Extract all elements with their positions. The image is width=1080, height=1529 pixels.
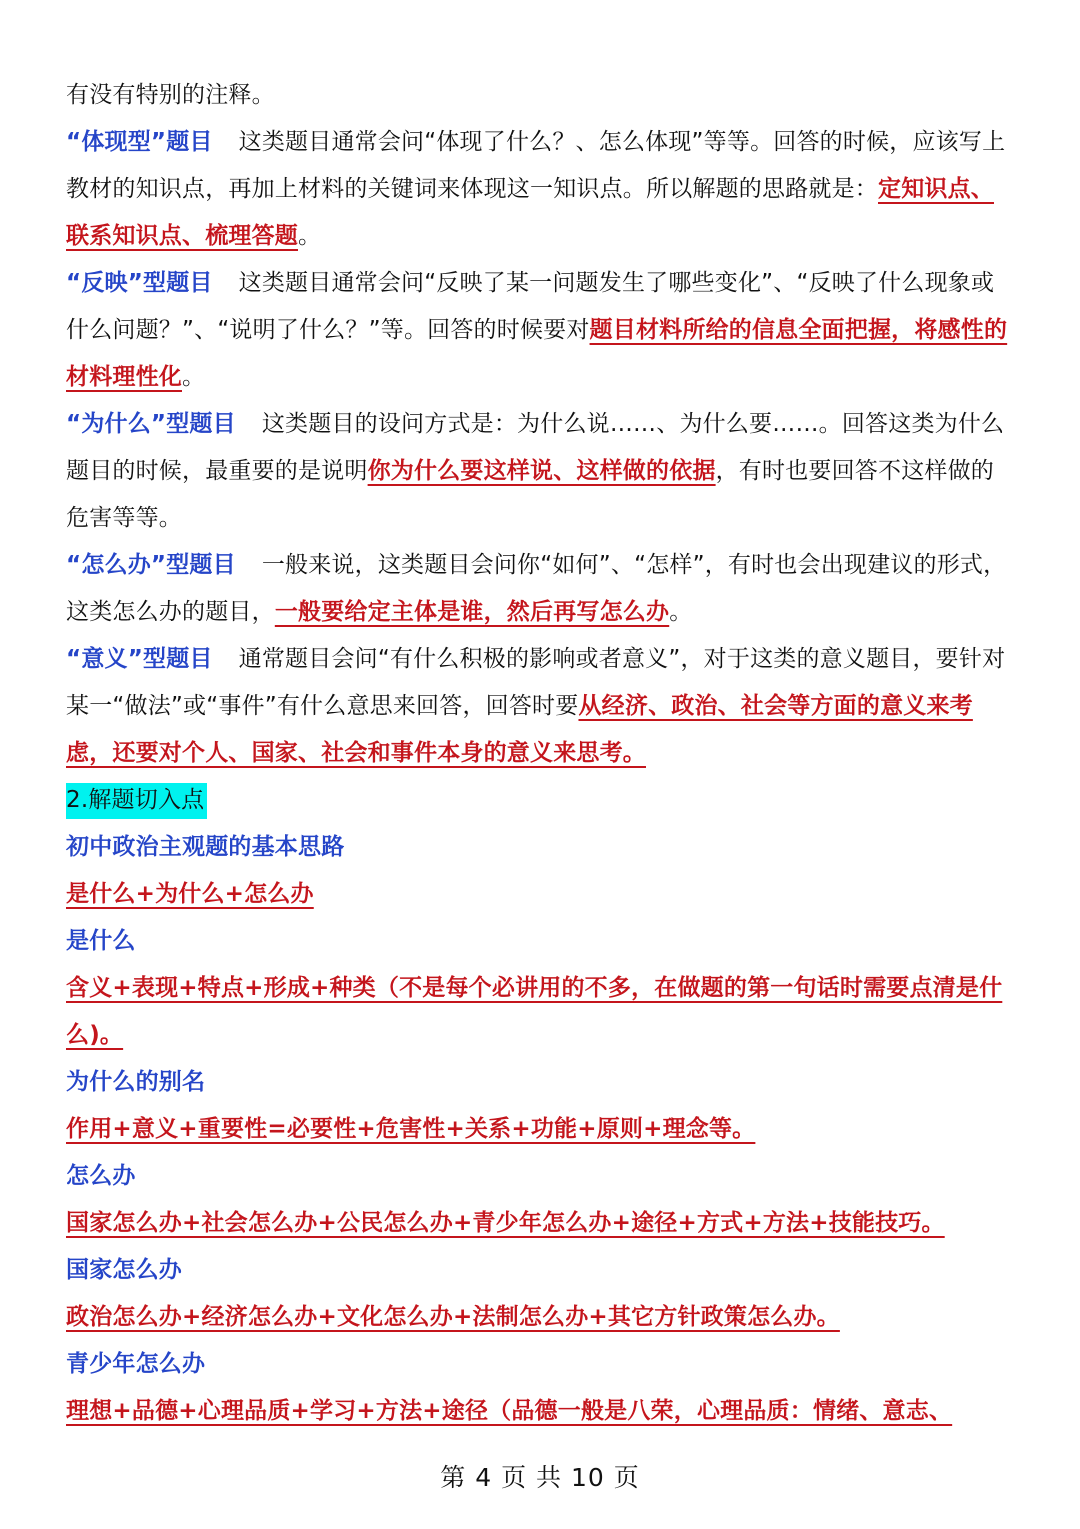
- yiyi-paragraph: [66, 636, 1016, 777]
- weishenme-highlight: 你为什么要这样说、这样做的依据: [367, 458, 716, 484]
- intro-text: 有没有特别的注释。: [66, 82, 275, 108]
- yiyi-text: 通常题目会问“有什么积极的影响或者意义”，对于这类的意义题目，要针对某一“做法”或“事件”有什么意思来回答，回答时要: [66, 646, 1006, 719]
- intro-paragraph: [66, 72, 1016, 119]
- weishenme-text: 这类题目的设问方式是：为什么说……、为什么要……。回答这类为什么题目的时候，最重要的是说明: [66, 411, 1005, 484]
- weishenme-title: “为什么”型题目: [66, 411, 236, 437]
- tixian-text: 这类题目通常会问“体现了什么？、怎么体现”等等。回答的时候，应该写上教材的知识点，再加上材料的关键词来体现这一知识点。所以解题的思路就是：: [66, 129, 1006, 202]
- what-line: [66, 965, 1016, 1059]
- fanying-end: 。: [182, 364, 206, 390]
- yiyi-title: “意义”型题目: [66, 646, 213, 672]
- tixian-highlight: 定知识点、联系知识点、梳理答题: [66, 176, 994, 249]
- basic-approach-text: 是什么+为什么+怎么办: [66, 881, 314, 907]
- why-line: [66, 1106, 1016, 1153]
- why-heading: 为什么的别名: [66, 1069, 206, 1095]
- fanying-highlight: 题目材料所给的信息全面把握，将感性的材料理性化: [66, 317, 1008, 390]
- why-text: 作用+意义+重要性=必要性+危害性+关系+功能+原则+理念等。: [66, 1116, 756, 1142]
- zenmeban-paragraph: [66, 542, 1016, 636]
- weishenme-end: ，有时也要回答不这样做的危害等等。: [66, 458, 995, 531]
- how-line: [66, 1200, 1016, 1247]
- zenmeban-end: 。: [669, 599, 693, 625]
- fanying-paragraph: [66, 260, 1016, 401]
- tixian-end: 。: [298, 223, 322, 249]
- page-number: 第 4 页 共 10 页: [440, 1463, 640, 1492]
- section2-heading: 2.解题切入点: [66, 783, 207, 819]
- zenmeban-text: 一般来说，这类题目会问你“如何”、“怎样”，有时也会出现建议的形式，这类怎么办的题目，: [66, 552, 1007, 625]
- country-heading: 国家怎么办: [66, 1257, 182, 1283]
- youth-text: 理想+品德+心理品质+学习+方法+途径（品德一般是八荣，心理品质：情绪、意志、: [66, 1398, 953, 1424]
- country-line: [66, 1294, 1016, 1341]
- zenmeban-highlight: 一般要给定主体是谁，然后再写怎么办: [274, 599, 670, 625]
- what-text: 含义+表现+特点+形成+种类（不是每个必讲用的不多，在做题的第一句话时需要点清是什么)。: [66, 975, 1003, 1048]
- document-body: [66, 72, 1016, 1435]
- basic-approach-line: [66, 871, 1016, 918]
- youth-heading: 青少年怎么办: [66, 1351, 206, 1377]
- youth-line: [66, 1388, 1016, 1435]
- yiyi-highlight: 从经济、政治、社会等方面的意义来考虑，还要对个人、国家、社会和事件本身的意义来思考。: [66, 693, 973, 766]
- fanying-text: 这类题目通常会问“反映了某一问题发生了哪些变化”、“反映了什么现象或什么问题？”、“说明了什么？”等。回答的时候要对: [66, 270, 995, 343]
- weishenme-paragraph: [66, 401, 1016, 542]
- section2-heading-line: [66, 777, 1016, 824]
- zenmeban-title: “怎么办”型题目: [66, 552, 236, 578]
- how-text: 国家怎么办+社会怎么办+公民怎么办+青少年怎么办+途径+方式+方法+技能技巧。: [66, 1210, 945, 1236]
- how-heading: 怎么办: [66, 1163, 136, 1189]
- tixian-title: “体现型”题目: [66, 129, 213, 155]
- country-text: 政治怎么办+经济怎么办+文化怎么办+法制怎么办+其它方针政策怎么办。: [66, 1304, 840, 1330]
- what-heading: 是什么: [66, 928, 136, 954]
- basic-approach-heading: 初中政治主观题的基本思路: [66, 834, 345, 860]
- tixian-paragraph: [66, 119, 1016, 260]
- fanying-title: “反映”型题目: [66, 270, 213, 296]
